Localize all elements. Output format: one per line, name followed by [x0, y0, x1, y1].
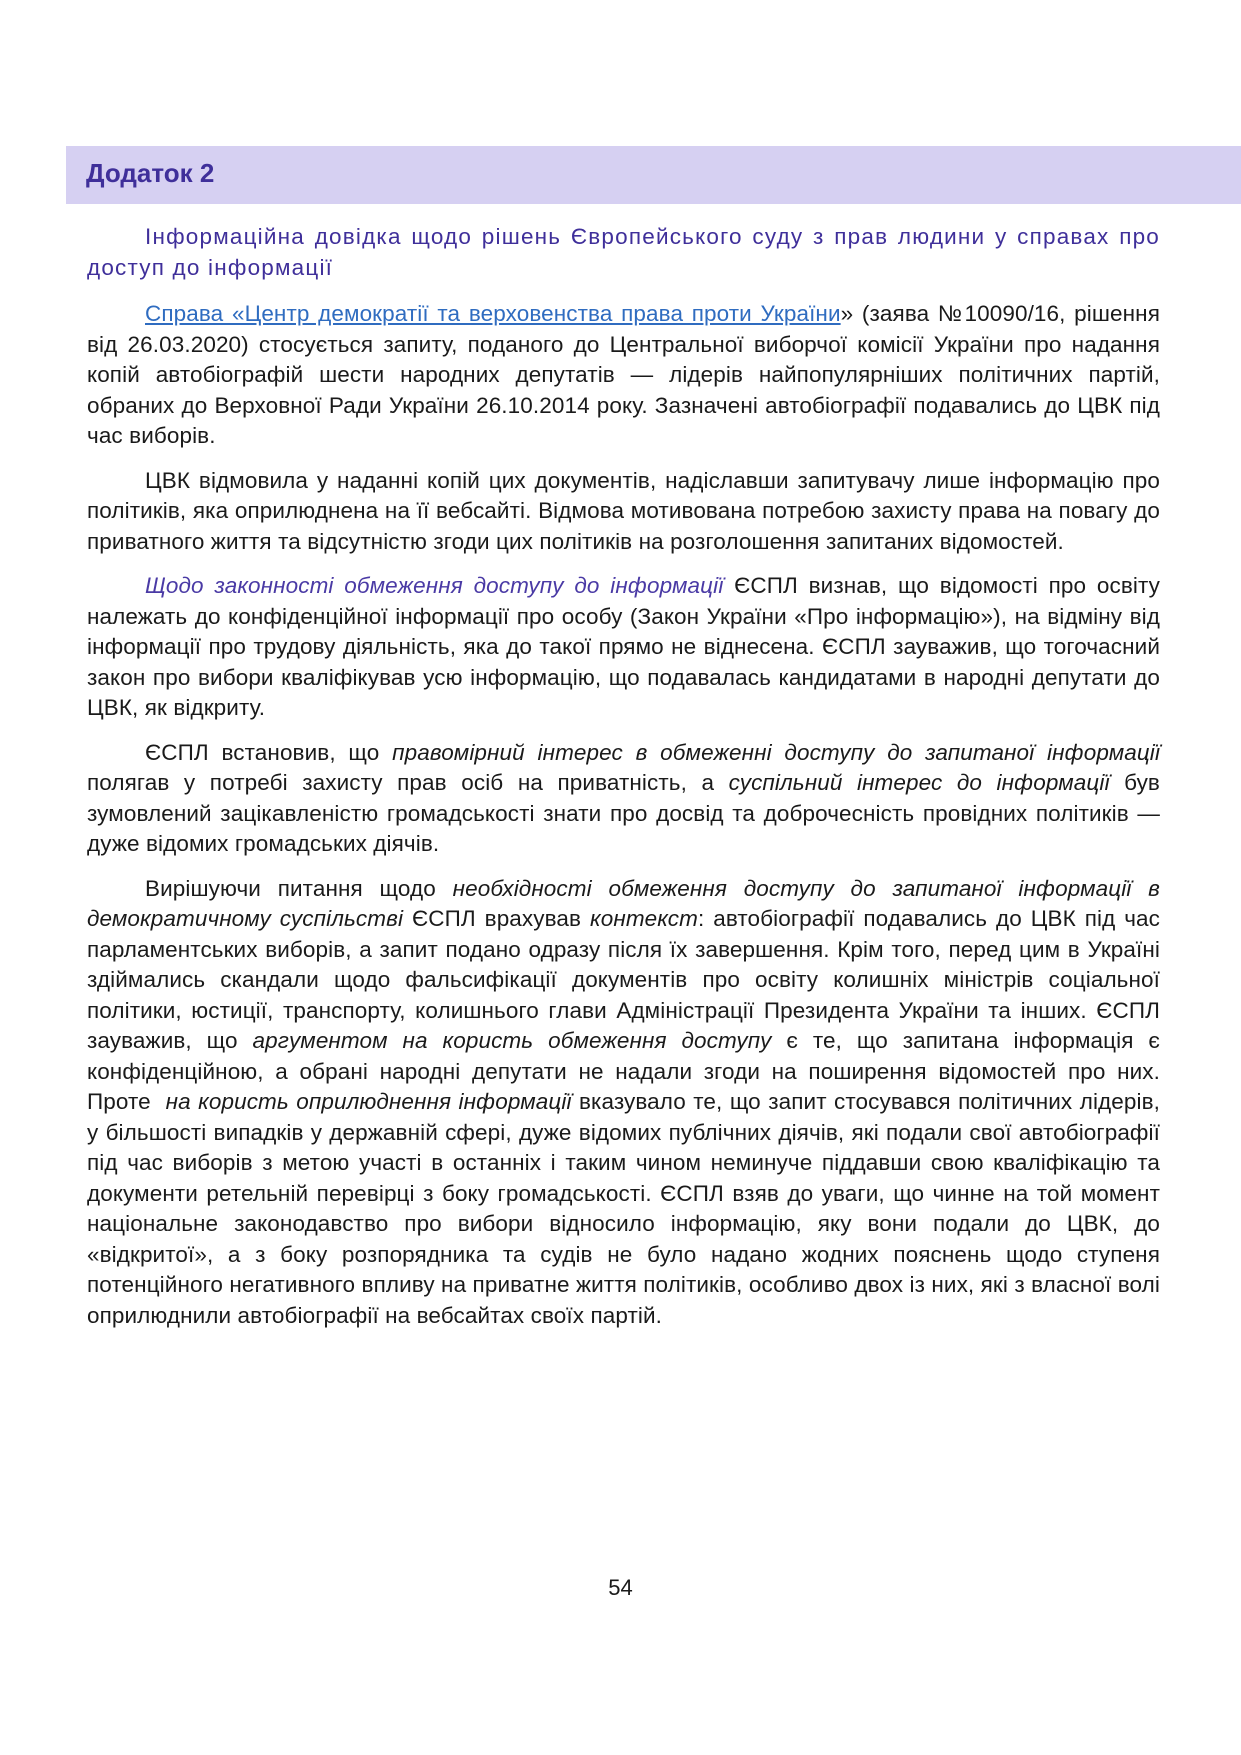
necessity-emphasis-3: аргументом на користь обмеження доступу	[252, 1028, 772, 1053]
necessity-text-3: : автобіографії подавались до ЦВК під час парламентських виборів, а запит подано одразу після їх завершення. Крім того, перед цим в Україні здіймались скандали щодо фальсифікації документів про освіту колишніх міністрів соціальної політики, юстиції, транспорту, колишнього глави Адміністрації Президента України та інших. ЄСПЛ зауважив, що	[87, 906, 1161, 1053]
interests-emphasis-1: правомірний інтерес в обмеженні доступу до запитаної інформації	[392, 739, 1160, 765]
interests-text-3: був зумовлений зацікавленістю громадськості знати про досвід та доброчесність провідних політиків — дуже відомих громадських діячів.	[87, 770, 1160, 856]
case-link[interactable]: Справа «Центр демократії та верховенства права проти України	[145, 301, 841, 326]
paragraph-legality	[87, 571, 1160, 724]
necessity-emphasis-1: необхідності обмеження доступу до запитаної інформації в демократичному суспільстві	[87, 875, 1160, 931]
necessity-text-1: Вирішуючи питання щодо	[145, 875, 453, 901]
appendix-title: Додаток 2	[86, 158, 215, 188]
paragraph-interests	[87, 738, 1160, 860]
paragraph-case-intro	[87, 299, 1160, 452]
case-intro-text: » (заява №10090/16, рішення від 26.03.2020) стосується запиту, поданого до Центральної виборчої комісії України про надання копій автобіографій шести народних депутатів — лідерів найпопулярніших політичних партій, обраних до Верховної Ради України 26.10.2014 року. Зазначені автобіографії подавались до ЦВК під час виборів.	[87, 301, 1160, 448]
interests-text-2: полягав у потребі захисту прав осіб на приватність, а	[87, 770, 729, 795]
legality-emphasis: Щодо законності обмеження доступу до інформації	[145, 573, 724, 598]
necessity-emphasis-2: контекст	[590, 906, 698, 931]
document-body	[87, 222, 1167, 1345]
page-number: 54	[608, 1575, 633, 1600]
necessity-emphasis-4: на користь оприлюднення інформації	[165, 1089, 572, 1114]
interests-emphasis-2: суспільний інтерес до інформації	[728, 770, 1110, 795]
necessity-text-2: ЄСПЛ врахував	[403, 906, 590, 931]
appendix-header-band	[66, 146, 1241, 204]
paragraph-necessity	[87, 874, 1167, 1332]
interests-text-1: ЄСПЛ встановив, що	[145, 739, 393, 765]
legality-text: ЄСПЛ визнав, що відомості про освіту належать до конфіденційної інформації про особу (Закон України «Про інформацію»), на відміну від інформації про трудову діяльність, яка до такої прямо не віднесена. ЄСПЛ зауважив, що тогочасний закон про вибори кваліфікував усю інформацію, що подавалась кандидатами в народні депутати до ЦВК, як відкриту.	[87, 573, 1160, 720]
necessity-text-5: вказувало те, що запит стосувався політичних лідерів, у більшості випадків у державній сфері, дуже відомих публічних діячів, які подали свої автобіографії під час виборів з метою участі в останніх і таким чином неминуче піддавши свою кваліфікацію та документи ретельній перевірці з боку громадськості. ЄСПЛ взяв до уваги, що чинне на той момент національне законодавство про вибори відносило інформацію, яку вони подали до ЦВК, до «відкритої», а з боку розпорядника та судів не було надано жодних пояснень щодо ступеня потенційного негативного впливу на приватне життя політиків, особливо двох із них, які з власної волі оприлюднили автобіографії на вебсайтах своїх партій.	[87, 1089, 1160, 1328]
lead-heading: Інформаційна довідка щодо рішень Європейського суду з прав людини у справах про доступ до інформації	[87, 224, 1160, 280]
paragraph-refusal: ЦВК відмовила у наданні копій цих документів, надіславши запитувачу лише інформацію про політиків, яка оприлюднена на її вебсайті. Відмова мотивована потребою захисту права на повагу до приватного життя та відсутністю згоди цих політиків на розголошення запитаних відомостей.	[87, 467, 1160, 554]
necessity-text-4: є те, що запитана інформація є конфіденційною, а обрані народні депутати не надали згоди на поширення відомостей про них. Проте	[87, 1028, 1167, 1114]
